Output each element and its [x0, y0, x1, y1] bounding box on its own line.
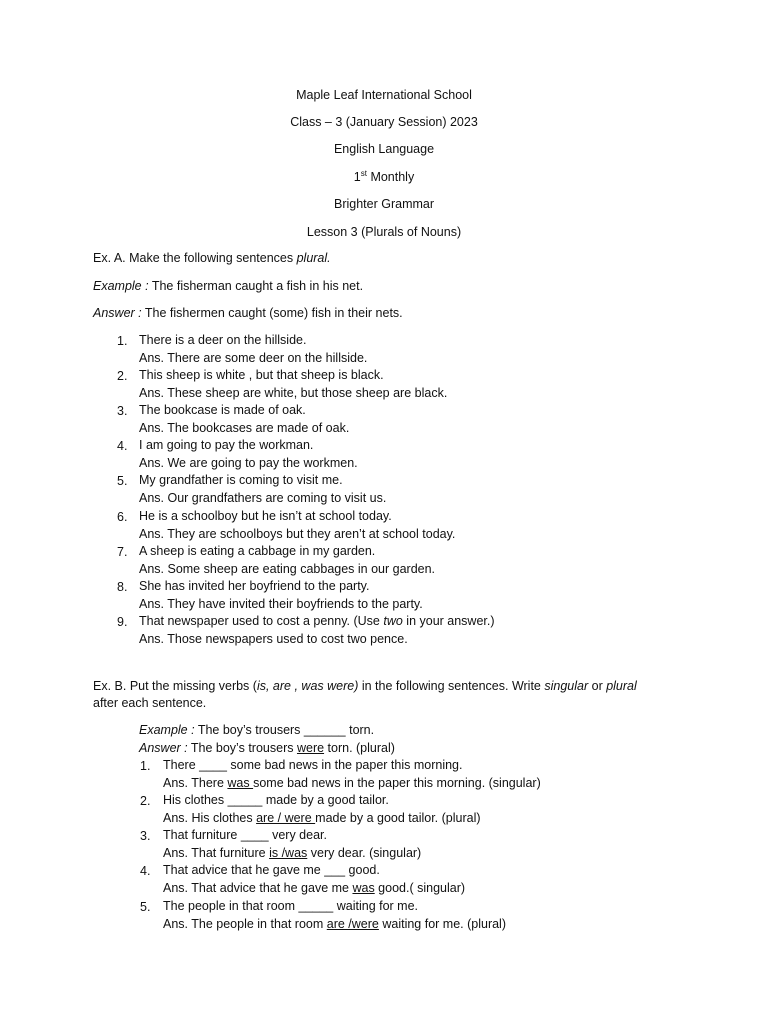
- exA-item9-question-text: That newspaper used to cost a penny. (Use: [139, 614, 384, 628]
- exB-answer-text: Ans. That advice that he gave me: [163, 880, 353, 895]
- exB-singular: singular: [544, 679, 589, 693]
- exA-item-question: He is a schoolboy but he isn’t at school today.: [139, 509, 392, 523]
- exB-answer-verb: were: [296, 740, 325, 755]
- subject: English Language: [333, 142, 435, 156]
- exA-example-label: Example :: [93, 279, 149, 293]
- exA-item-question: This sheep is white , but that sheep is black.: [139, 368, 384, 382]
- exB-answer-line: [139, 740, 395, 758]
- exam-name: [0, 169, 768, 184]
- exB-instruction-text: or: [588, 679, 607, 693]
- exB-item: [163, 827, 421, 862]
- exA-answer-text: The fishermen caught (some) fish in their nets.: [141, 306, 403, 320]
- exA-item-number: 7.: [117, 545, 128, 559]
- exB-item-question: The people in that room _____ waiting for me.: [163, 899, 419, 913]
- exA-item-number: 1.: [117, 334, 128, 348]
- exA-item-question: She has invited her boyfriend to the party.: [139, 579, 370, 593]
- exB-item: [163, 898, 506, 933]
- exA-item9-emphasis: two: [383, 614, 403, 628]
- exB-item-answer: [163, 775, 541, 793]
- exB-item-number: 5.: [140, 900, 151, 914]
- exB-answer-verb: was: [352, 880, 375, 895]
- exB-item-number: 1.: [140, 759, 151, 773]
- exA-item: [139, 508, 455, 543]
- exA-item-question: The bookcase is made of oak.: [139, 403, 306, 417]
- exB-item-answer: [163, 916, 506, 934]
- exA-item-number: 4.: [117, 439, 128, 453]
- exB-answer-text: Ans. There: [163, 775, 228, 790]
- exB-example-text: The boy’s trousers ______ torn.: [194, 723, 375, 737]
- exam-number: 1: [353, 170, 361, 185]
- exA-item-answer: Ans. Our grandfathers are coming to visit us.: [139, 490, 387, 505]
- exA-instruction-emphasis: plural.: [296, 251, 331, 265]
- exB-item-question: That advice that he gave me ___ good.: [163, 863, 380, 877]
- exam-label: Monthly: [366, 170, 415, 185]
- exA-item: [139, 543, 435, 578]
- exB-answer-verb: is /was: [269, 845, 308, 860]
- exB-plural: plural: [606, 679, 637, 693]
- exB-answer-end: some bad news in the paper this morning. (singular): [253, 775, 541, 790]
- exA-answer: [93, 306, 403, 320]
- exA-item-number: 2.: [117, 369, 128, 383]
- exA-example-text: The fisherman caught a fish in his net.: [148, 279, 364, 293]
- exA-item-answer: Ans. There are some deer on the hillside.: [139, 350, 368, 365]
- exB-item-number: 2.: [140, 794, 151, 808]
- exB-answer-end: torn. (plural): [324, 740, 395, 755]
- lesson-title: Lesson 3 (Plurals of Nouns): [306, 225, 462, 239]
- exB-example-line: [139, 722, 395, 740]
- exA-item-question: My grandfather is coming to visit me.: [139, 473, 343, 487]
- exB-answer-end: very dear. (singular): [307, 845, 422, 860]
- exam-suffix: st: [360, 169, 367, 178]
- exA-item-question: I am going to pay the workman.: [139, 438, 314, 452]
- exB-answer-text: Ans. The people in that room: [163, 916, 327, 931]
- exB-item-answer: [163, 845, 421, 863]
- exB-answer-end: made by a good tailor. (plural): [315, 810, 481, 825]
- exB-item-answer: [163, 810, 481, 828]
- exB-answer-label: Answer :: [139, 740, 188, 755]
- exA-item: [139, 613, 495, 648]
- exA-item: [139, 578, 423, 613]
- exB-verbs: is, are , was were): [256, 679, 359, 693]
- exB-item-number: 4.: [140, 864, 151, 878]
- exB-instruction-text: after each sentence.: [93, 696, 207, 710]
- exA-item-answer: Ans. They have invited their boyfriends to the party.: [139, 596, 423, 611]
- exA-item-answer: Ans. We are going to pay the workmen.: [139, 455, 358, 470]
- exA-instruction: [93, 251, 331, 265]
- exA-item: [139, 332, 367, 367]
- exA-item-question: There is a deer on the hillside.: [139, 333, 307, 347]
- exA-item: [139, 437, 358, 472]
- exB-answer-text: Ans. His clothes: [163, 810, 257, 825]
- exB-answer-verb: was: [227, 775, 254, 790]
- exB-example-label: Example :: [139, 723, 195, 737]
- exB-instruction-text: in the following sentences. Write: [358, 679, 545, 693]
- school-name: Maple Leaf International School: [296, 88, 472, 102]
- exB-item: [163, 757, 541, 792]
- exB-instruction-text: Ex. B. Put the missing verbs (: [93, 679, 257, 693]
- exB-example: [139, 722, 395, 757]
- book-name: Brighter Grammar: [333, 197, 435, 211]
- exA-item-number: 6.: [117, 510, 128, 524]
- exB-answer-text: Ans. That furniture: [163, 845, 270, 860]
- exA-item-number: 8.: [117, 580, 128, 594]
- exA-item-number: 5.: [117, 474, 128, 488]
- exA-item: [139, 402, 349, 437]
- exA-item-answer: Ans. Those newspapers used to cost two pence.: [139, 631, 408, 646]
- exB-answer-text: The boy’s trousers: [187, 740, 297, 755]
- exB-item: [163, 862, 465, 897]
- exA-item-answer: Ans. These sheep are white, but those sheep are black.: [139, 385, 448, 400]
- exA-item-question: [139, 613, 495, 631]
- exA-item-number: 9.: [117, 615, 128, 629]
- exB-answer-verb: are /were: [326, 916, 379, 931]
- exA-item-number: 3.: [117, 404, 128, 418]
- exA-item9-question-end: in your answer.): [402, 614, 495, 628]
- class-session: Class – 3 (January Session) 2023: [290, 115, 478, 129]
- exB-item: [163, 792, 481, 827]
- exB-item-question: That furniture ____ very dear.: [163, 828, 327, 842]
- exB-item-question: There ____ some bad news in the paper this morning.: [163, 758, 463, 772]
- exB-answer-end: good.( singular): [374, 880, 466, 895]
- exA-answer-label: Answer :: [93, 306, 142, 320]
- exB-answer-end: waiting for me. (plural): [378, 916, 506, 931]
- exB-instruction: [93, 678, 683, 712]
- exA-instruction-text: Ex. A. Make the following sentences: [93, 251, 297, 265]
- exB-item-answer: [163, 880, 465, 898]
- exB-item-question: His clothes _____ made by a good tailor.: [163, 793, 389, 807]
- exB-answer-verb: are / were: [256, 810, 316, 825]
- exA-item-answer: Ans. They are schoolboys but they aren’t at school today.: [139, 526, 456, 541]
- exA-item-answer: Ans. Some sheep are eating cabbages in our garden.: [139, 561, 436, 576]
- exA-item-question: A sheep is eating a cabbage in my garden.: [139, 544, 376, 558]
- exA-item: [139, 472, 386, 507]
- exA-item: [139, 367, 447, 402]
- exB-item-number: 3.: [140, 829, 151, 843]
- exA-example: [93, 279, 363, 293]
- exA-item-answer: Ans. The bookcases are made of oak.: [139, 420, 350, 435]
